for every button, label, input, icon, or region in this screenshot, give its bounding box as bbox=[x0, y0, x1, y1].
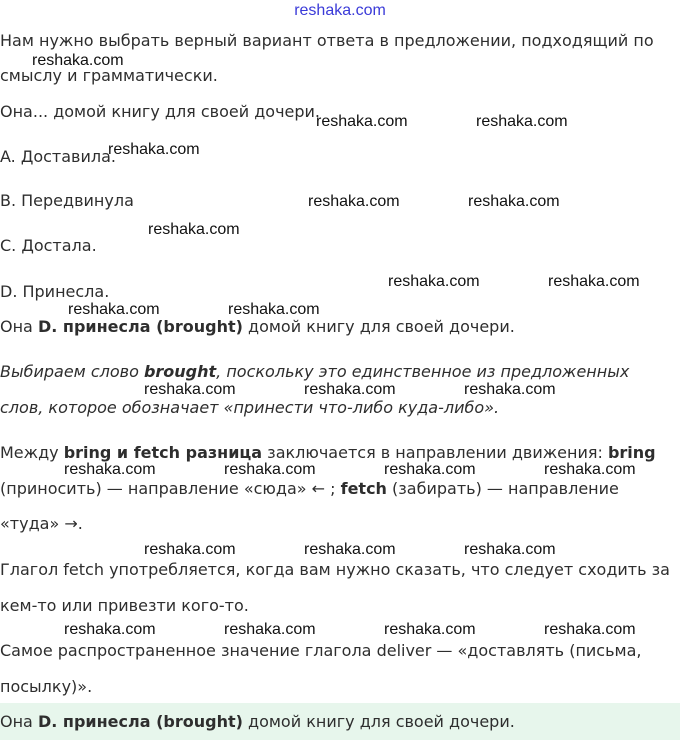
watermark-text: reshaka.com bbox=[464, 381, 556, 398]
watermark-text: reshaka.com bbox=[316, 113, 408, 130]
watermark-text: reshaka.com bbox=[32, 52, 124, 69]
watermark-top: reshaka.com bbox=[294, 2, 386, 19]
explanation-word: brought bbox=[143, 362, 217, 381]
watermark-text: reshaka.com bbox=[224, 461, 316, 478]
final-answer-box bbox=[0, 703, 680, 740]
difference-line2-bold: fetch bbox=[340, 479, 387, 498]
question-sentence: Она... домой книгу для своей дочери. bbox=[0, 102, 321, 121]
option-a: A. Доставила. bbox=[0, 147, 116, 166]
watermark-text: reshaka.com bbox=[144, 541, 236, 558]
answer-prefix: Она bbox=[0, 317, 38, 336]
watermark-text: reshaka.com bbox=[148, 221, 240, 238]
watermark-text: reshaka.com bbox=[228, 301, 320, 318]
watermark-text: reshaka.com bbox=[388, 273, 480, 290]
difference-line-1 bbox=[0, 443, 656, 463]
fetch-usage-line-2: кем-то или привезти кого-то. bbox=[0, 596, 249, 615]
explanation-line-2: слов, которое обозначает «принести что-либо куда-либо». bbox=[0, 398, 500, 417]
answer-sentence bbox=[0, 317, 515, 337]
explanation-part-1: Выбираем слово bbox=[0, 362, 144, 381]
explanation-part-2: , поскольку это единственное из предложенных bbox=[216, 362, 630, 381]
watermark-text: reshaka.com bbox=[68, 301, 160, 318]
deliver-meaning-line-2: посылку)». bbox=[0, 677, 93, 696]
difference-line2-part-2: (забирать) — направление bbox=[386, 479, 619, 498]
intro-line-1: Нам нужно выбрать верный вариант ответа в предложении, подходящий по bbox=[0, 31, 654, 50]
final-answer-prefix: Она bbox=[0, 712, 38, 731]
difference-bold-2: bring bbox=[607, 443, 656, 462]
watermark-text: reshaka.com bbox=[108, 141, 200, 158]
watermark-text: reshaka.com bbox=[544, 461, 636, 478]
option-d: D. Принесла. bbox=[0, 282, 110, 301]
watermark-text: reshaka.com bbox=[224, 621, 316, 638]
watermark-text: reshaka.com bbox=[308, 193, 400, 210]
watermark-text: reshaka.com bbox=[64, 461, 156, 478]
watermark-text: reshaka.com bbox=[384, 621, 476, 638]
difference-part-2: заключается в направлении движения: bbox=[262, 443, 608, 462]
difference-line-2 bbox=[0, 479, 619, 499]
difference-part-1: Между bbox=[0, 443, 64, 462]
explanation-line-1 bbox=[0, 362, 629, 382]
final-answer-verb: принесла (brought) bbox=[57, 712, 243, 731]
intro-line-2: смыслу и грамматически. bbox=[0, 66, 218, 85]
watermark-text: reshaka.com bbox=[144, 381, 236, 398]
final-answer-sentence bbox=[0, 712, 515, 732]
watermark-text: reshaka.com bbox=[464, 541, 556, 558]
watermark-text: reshaka.com bbox=[384, 461, 476, 478]
answer-suffix: домой книгу для своей дочери. bbox=[242, 317, 515, 336]
final-answer-suffix: домой книгу для своей дочери. bbox=[242, 712, 515, 731]
option-b: B. Передвинула bbox=[0, 191, 134, 210]
watermark-text: reshaka.com bbox=[64, 621, 156, 638]
watermark-text: reshaka.com bbox=[548, 273, 640, 290]
option-c: C. Достала. bbox=[0, 236, 97, 255]
difference-line2-part-1: (приносить) — направление «сюда» ← ; bbox=[0, 479, 341, 498]
final-answer-letter: D. bbox=[37, 712, 58, 731]
watermark-text: reshaka.com bbox=[304, 541, 396, 558]
answer-letter: D. bbox=[37, 317, 58, 336]
fetch-usage-line-1: Глагол fetch употребляется, когда вам нужно сказать, что следует сходить за bbox=[0, 560, 670, 579]
answer-verb: принесла (brought) bbox=[57, 317, 243, 336]
difference-bold-1: bring и fetch разница bbox=[63, 443, 263, 462]
watermark-text: reshaka.com bbox=[468, 193, 560, 210]
watermark-text: reshaka.com bbox=[476, 113, 568, 130]
deliver-meaning-line-1: Самое распространенное значение глагола deliver — «доставлять (письма, bbox=[0, 641, 642, 660]
watermark-text: reshaka.com bbox=[544, 621, 636, 638]
difference-line-3: «туда» →. bbox=[0, 514, 83, 533]
watermark-text: reshaka.com bbox=[304, 381, 396, 398]
